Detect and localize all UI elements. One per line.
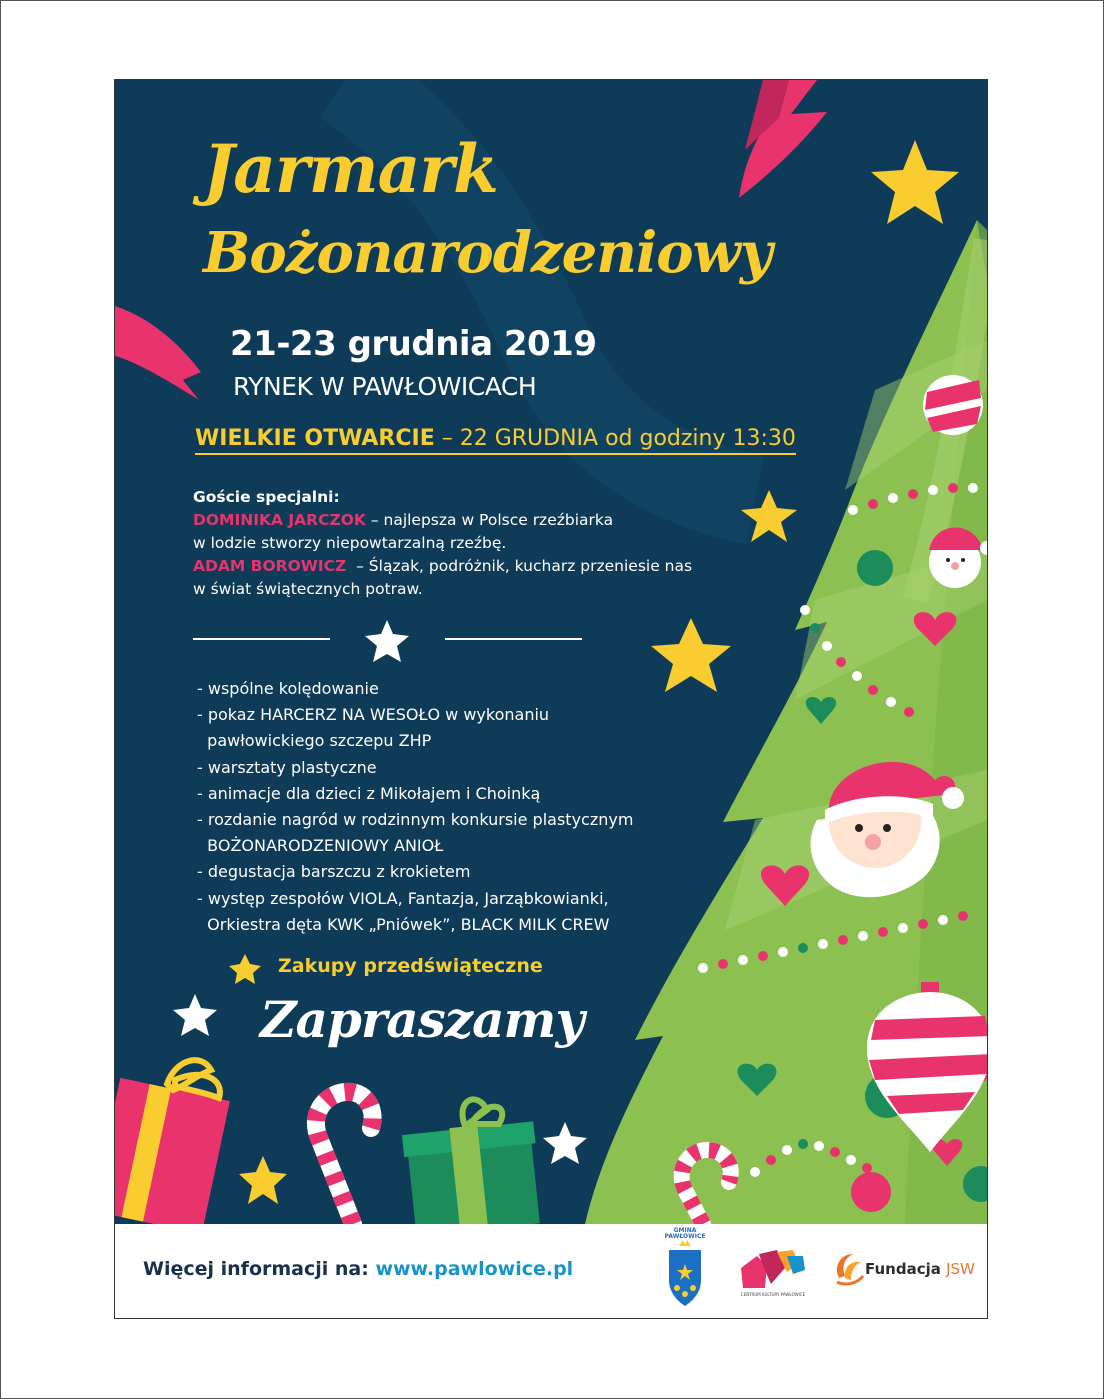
event-title-line1: Jarmark bbox=[203, 130, 498, 208]
invite-text: Zapraszamy bbox=[260, 990, 584, 1049]
guest-2 bbox=[193, 555, 753, 578]
gmina-logo-line1: GMINA bbox=[673, 1227, 697, 1234]
coat-of-arms-icon bbox=[661, 1228, 709, 1314]
event-place: RYNEK W PAWŁOWICACH bbox=[233, 372, 537, 401]
star-icon bbox=[365, 620, 409, 662]
jsw-label: JSW bbox=[946, 1260, 975, 1278]
gmina-pawlowice-logo bbox=[661, 1228, 709, 1314]
list-item: - wspólne kolędowanie bbox=[197, 679, 379, 698]
star-icon bbox=[871, 140, 959, 224]
gmina-logo-line2: PAWŁOWICE bbox=[664, 1233, 706, 1240]
star-icon bbox=[543, 1122, 587, 1164]
list-item: - występ zespołów VIOLA, Fantazja, Jarząbkowianki, bbox=[197, 888, 609, 908]
star-icon bbox=[173, 994, 217, 1036]
guest-1 bbox=[193, 509, 753, 532]
fundacja-jsw-logo bbox=[831, 1248, 975, 1288]
list-item: BOŻONARODZENIOWY ANIOŁ bbox=[197, 836, 444, 856]
list-item: - animacje dla dzieci z Mikołajem i Choinką bbox=[197, 783, 541, 803]
pink-ornament bbox=[851, 1172, 891, 1212]
fundacja-label: Fundacja bbox=[865, 1260, 947, 1278]
more-info bbox=[143, 1258, 573, 1280]
list-item: - rozdanie nagród w rodzinnym konkursie plastycznym bbox=[197, 810, 634, 830]
guest-2-desc: – Ślązak, podróżnik, kucharz przeniesie nas bbox=[346, 557, 693, 575]
green-ornament bbox=[857, 550, 893, 586]
list-item: - warsztaty plastyczne bbox=[197, 757, 377, 777]
divider-right bbox=[445, 638, 582, 640]
event-date: 21-23 grudnia 2019 bbox=[230, 324, 597, 364]
grand-opening-time: – 22 GRUDNIA od godziny 13:30 bbox=[434, 426, 796, 451]
special-guests bbox=[193, 486, 753, 601]
grand-opening bbox=[195, 426, 796, 455]
event-title-line2: Bożonarodzeniowy bbox=[203, 220, 772, 286]
poster bbox=[115, 80, 987, 1318]
fundacja-swirl-icon bbox=[831, 1248, 865, 1288]
centrum-kultury-icon bbox=[737, 1244, 809, 1292]
centrum-kultury-text: CENTRUM KULTURY PAWŁOWICE bbox=[740, 1292, 806, 1297]
gift-box-icon bbox=[115, 1060, 230, 1234]
gift-box-icon bbox=[402, 1099, 540, 1236]
ribbon-left bbox=[115, 306, 201, 400]
candy-cane-icon bbox=[316, 1092, 373, 1224]
program-list bbox=[197, 676, 717, 938]
more-info-label: Więcej informacji na: bbox=[143, 1258, 376, 1280]
guest-1-desc: – najlepsza w Polsce rzeźbiarka bbox=[365, 511, 614, 529]
guest-2-desc-cont: w świat świątecznych potraw. bbox=[193, 580, 423, 598]
list-item: Orkiestra dęta KWK „Pniówek”, BLACK MILK CREW bbox=[197, 914, 610, 934]
list-item: - degustacja barszczu z krokietem bbox=[197, 862, 471, 882]
guest-1-desc-cont: w lodzie stworzy niepowtarzalną rzeźbę. bbox=[193, 534, 507, 552]
list-item: pawłowickiego szczepu ZHP bbox=[197, 731, 432, 751]
centrum-kultury-logo bbox=[737, 1244, 809, 1304]
list-item: - pokaz HARCERZ NA WESOŁO w wykonaniu bbox=[197, 705, 550, 725]
divider-left bbox=[193, 638, 330, 640]
website-link[interactable]: www.pawlowice.pl bbox=[375, 1258, 574, 1280]
grand-opening-label: WIELKIE OTWARCIE bbox=[195, 426, 435, 451]
star-icon bbox=[229, 954, 261, 984]
special-guests-heading: Goście specjalni: bbox=[193, 488, 340, 506]
striped-ornament-icon bbox=[923, 375, 983, 435]
guest-2-name: ADAM BOROWICZ bbox=[193, 557, 347, 575]
star-icon bbox=[239, 1156, 287, 1204]
footer bbox=[115, 1224, 987, 1318]
shopping-text: Zakupy przedświąteczne bbox=[278, 955, 543, 977]
guest-1-name: DOMINIKA JARCZOK bbox=[193, 511, 366, 529]
